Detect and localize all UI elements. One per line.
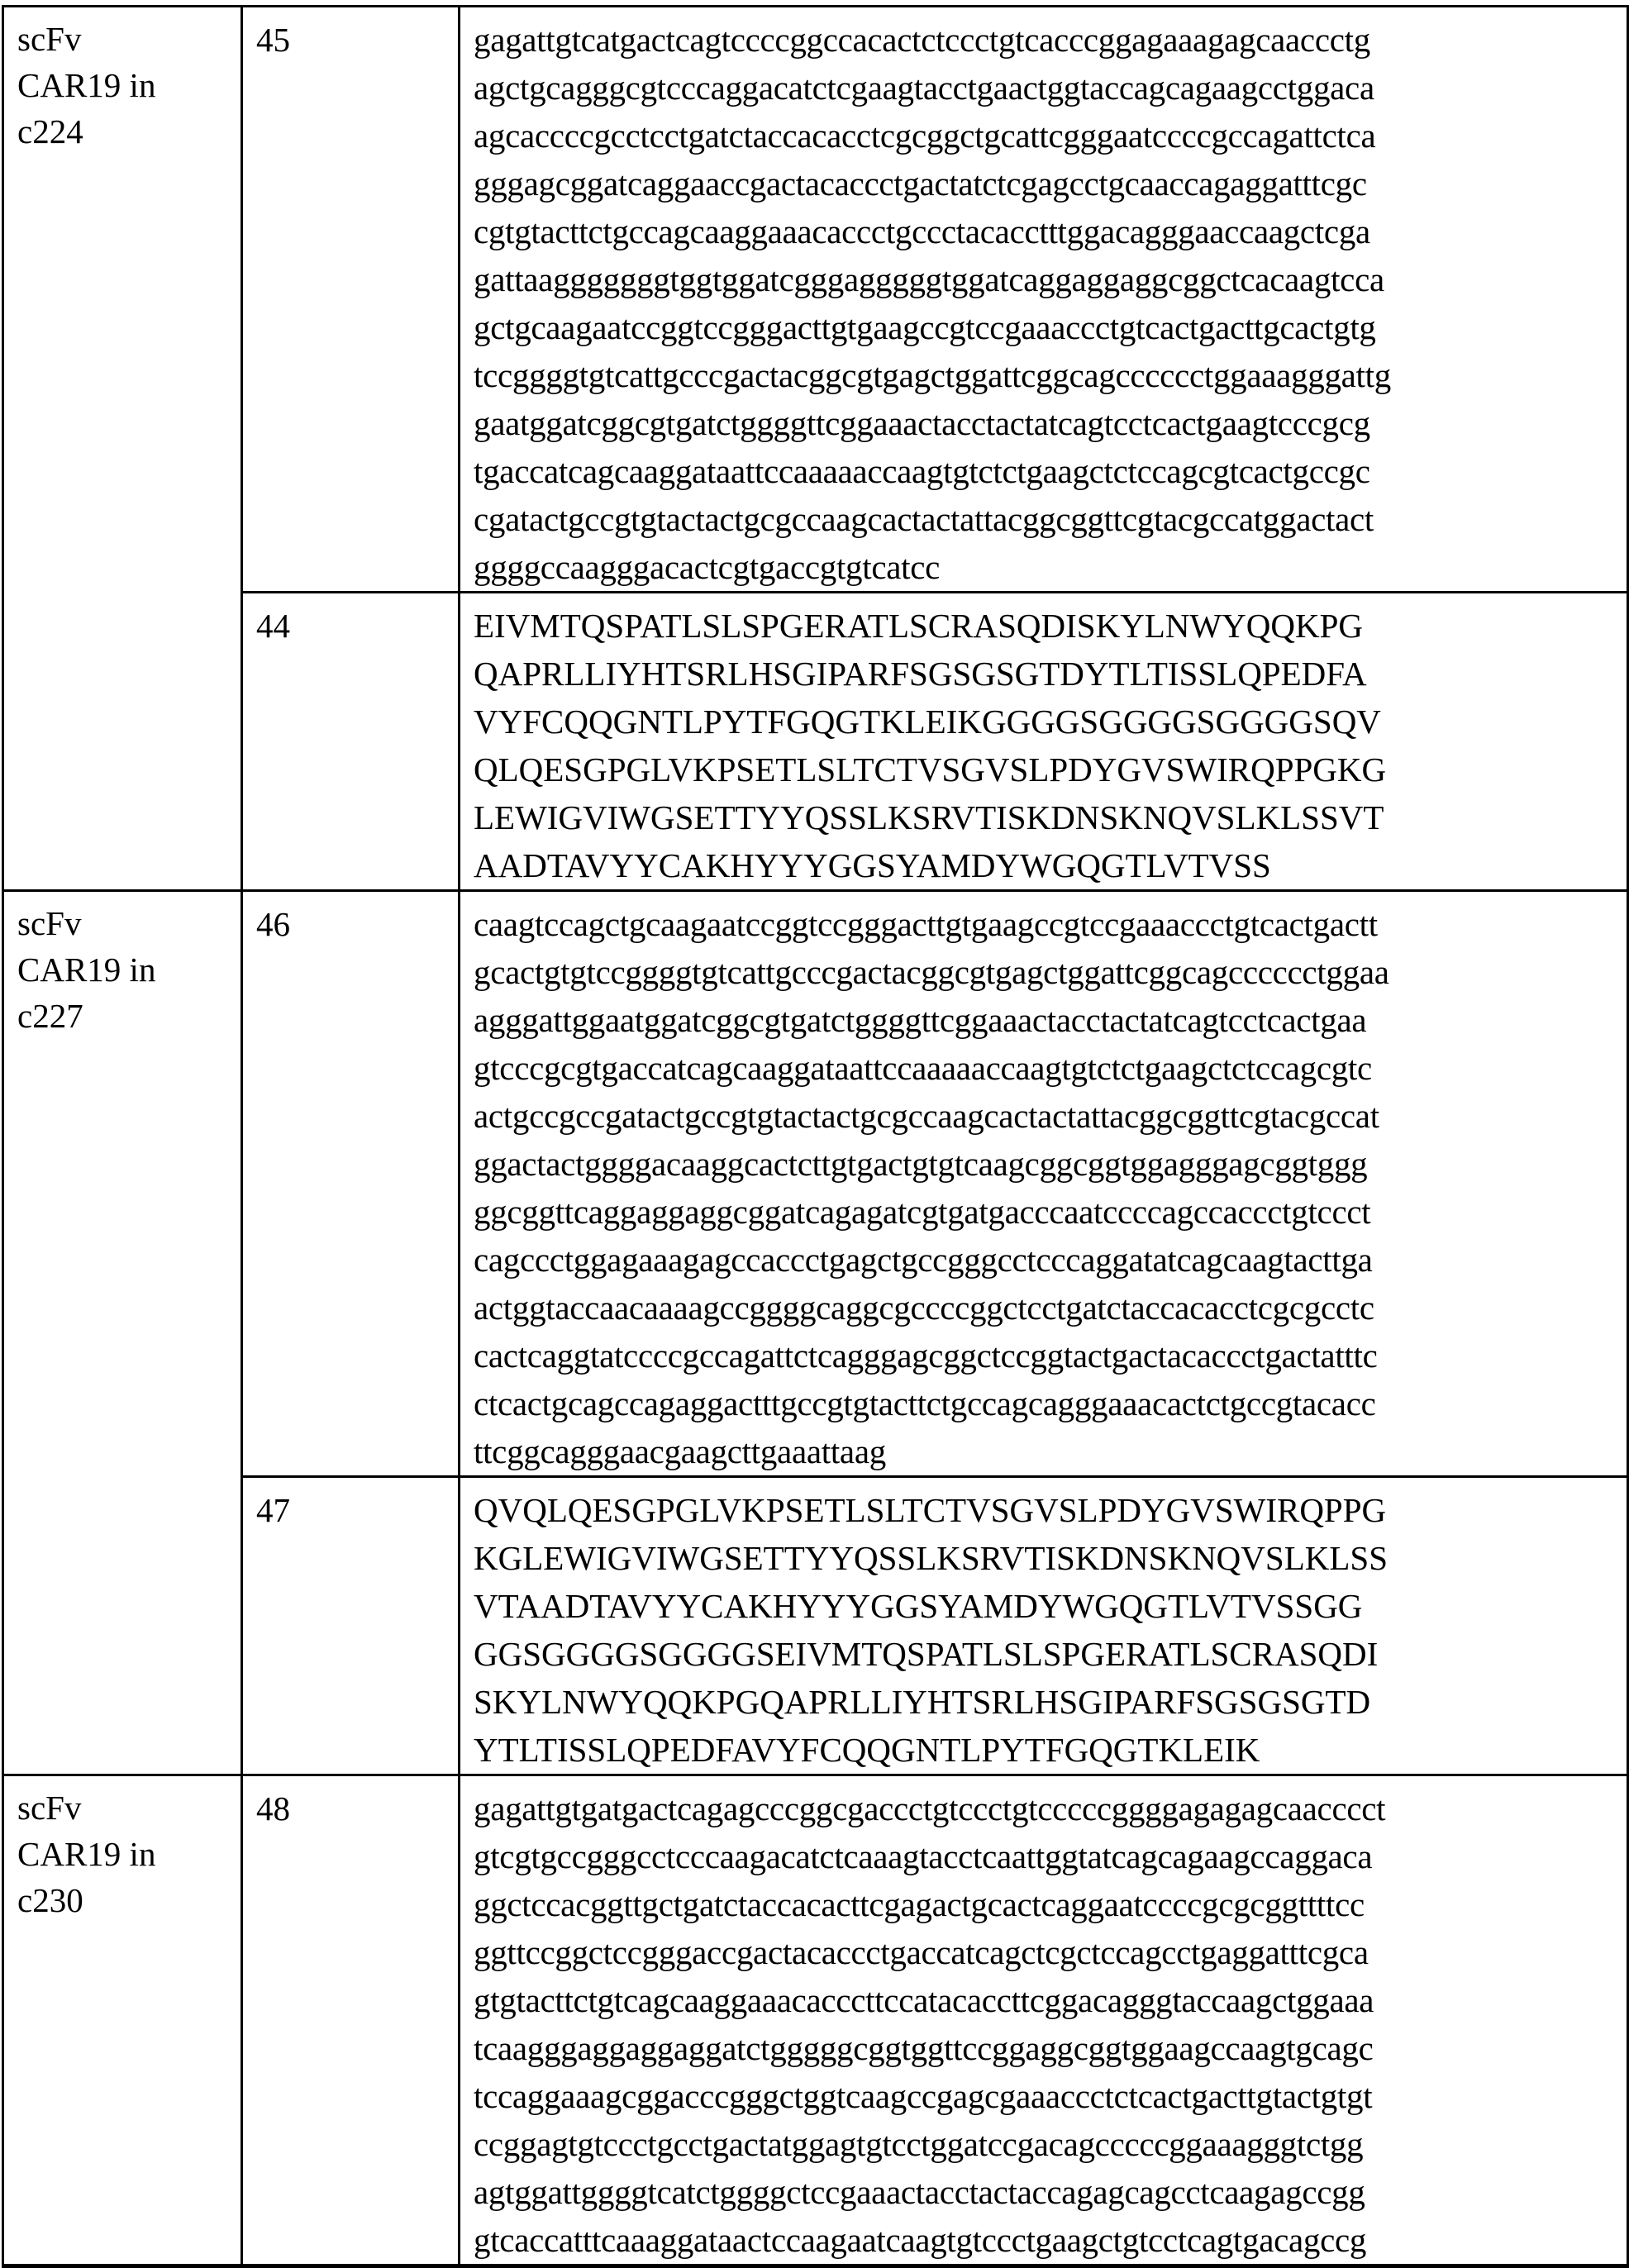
construct-label-line: c230: [17, 1877, 241, 1923]
sequence-line: agctgcagggcgtcccaggacatctcgaagtacctgaactggtaccagcagaagcctggaca: [474, 64, 1627, 112]
sequence-line: gctgcaagaatccggtccgggacttgtgaagccgtccgaaaccctgtcactgacttgcactgtg: [474, 303, 1627, 351]
sequence-line: gtcccgcgtgaccatcagcaaggataattccaaaaaccaagtgtctctgaagctctccagcgtc: [474, 1044, 1627, 1092]
nucleotide-sequence-cell: [460, 891, 1628, 1477]
sequence-line: ggggccaagggacactcgtgaccgtgtcatcc: [474, 543, 1627, 591]
construct-label-line: CAR19 in: [17, 62, 241, 108]
protein-sequence-cell: [460, 1477, 1628, 1775]
sequence-line: gtcgtgccgggcctcccaagacatctcaaagtacctcaattggtatcagcagaagccaggaca: [474, 1832, 1627, 1880]
seq-id: 48: [256, 1789, 290, 1827]
sequence-line: EIVMTQSPATLSLSPGERATLSCRASQDISKYLNWYQQKPG: [474, 602, 1627, 650]
nucleotide-sequence-cell: [460, 1775, 1628, 2266]
sequence-line: LEWIGVIWGSETTYYQSSLKSRVTISKDNSKNQVSLKLSSVT: [474, 793, 1627, 841]
construct-label-line: c224: [17, 108, 241, 155]
construct-label-line: CAR19 in: [17, 1831, 241, 1877]
sequence-line: gtcaccatttcaaaggataactccaagaatcaagtgtccctgaagctgtcctcagtgacagccg: [474, 2216, 1627, 2264]
seq-id-cell: [242, 891, 460, 1477]
sequence-line: tccaggaaagcggacccgggctggtcaagccgagcgaaaccctctcactgacttgtactgtgt: [474, 2072, 1627, 2120]
seq-id: 45: [256, 21, 290, 59]
sequence-line: caagtccagctgcaagaatccggtccgggacttgtgaagccgtccgaaaccctgtcactgactt: [474, 900, 1627, 948]
sequence-line: gaatggatcggcgtgatctggggttcggaaactacctactatcagtcctcactgaagtcccgcg: [474, 399, 1627, 447]
construct-label-line: CAR19 in: [17, 946, 241, 993]
sequence-line: tccggggtgtcattgcccgactacggcgtgagctggattcggcagcccccctggaaagggattg: [474, 351, 1627, 399]
sequence-line: YTLTISSLQPEDFAVYFCQQGNTLPYTFGQGTKLEIK: [474, 1726, 1627, 1774]
sequence-line: actgccgccgatactgccgtgtactactgcgccaagcactactattacggcggttcgtacgccat: [474, 1092, 1627, 1140]
sequence-line: QAPRLLIYHTSRLHSGIPARFSGSGSGTDYTLTISSLQPEDFA: [474, 650, 1627, 698]
sequence-line: QVQLQESGPGLVKPSETLSLTCTVSGVSLPDYGVSWIRQPPG: [474, 1486, 1627, 1534]
construct-label-line: c227: [17, 993, 241, 1039]
sequence-line: QLQESGPGLVKPSETLSLTCTVSGVSLPDYGVSWIRQPPGKG: [474, 746, 1627, 793]
table-row: [3, 1477, 1628, 1775]
sequence-line: VYFCQQGNTLPYTFGQGTKLEIKGGGGSGGGGSGGGGSQV: [474, 698, 1627, 746]
sequence-line: gcactgtgtccggggtgtcattgcccgactacggcgtgagctggattcggcagcccccctggaa: [474, 948, 1627, 996]
sequence-line: ggttccggctccgggaccgactacaccctgaccatcagctcgctccagcctgaggatttcgca: [474, 1928, 1627, 1976]
sequence-line: gattaagggggggtggtggatcgggagggggtggatcaggaggaggcggctcacaagtcca: [474, 255, 1627, 303]
sequence-line: agggattggaatggatcggcgtgatctggggttcggaaactacctactatcagtcctcactgaa: [474, 996, 1627, 1044]
sequence-line: actggtaccaacaaaagccggggcaggcgccccggctcctgatctaccacacctcgcgcctc: [474, 1284, 1627, 1332]
table-row: [3, 593, 1628, 891]
construct-label-cell: [3, 7, 242, 891]
construct-label-cell: [3, 1775, 242, 2266]
sequence-line: gtgtacttctgtcagcaaggaaacacccttccatacaccttcggacagggtaccaagctggaaa: [474, 1976, 1627, 2024]
table-row: [3, 1775, 1628, 2266]
sequence-line: ggctccacggttgctgatctaccacacttcgagactgcactcaggaatccccgcgcggttttcc: [474, 1880, 1627, 1928]
sequence-line: cagccctggagaaagagccaccctgagctgccgggcctcccaggatatcagcaagtacttga: [474, 1236, 1627, 1284]
seq-id-cell: [242, 1775, 460, 2266]
sequence-line: cgtgtacttctgccagcaaggaaacaccctgccctacacctttggacagggaaccaagctcga: [474, 207, 1627, 255]
sequence-line: tgaccatcagcaaggataattccaaaaaccaagtgtctctgaagctctccagcgtcactgccgc: [474, 447, 1627, 495]
seq-id: 44: [256, 607, 290, 645]
sequence-line: GGSGGGGSGGGGSEIVMTQSPATLSLSPGERATLSCRASQDI: [474, 1630, 1627, 1678]
sequence-line: ggactactggggacaaggcactcttgtgactgtgtcaagcggcggtggagggagcggtggg: [474, 1140, 1627, 1188]
construct-label-line: scFv: [17, 1784, 241, 1831]
sequence-line: gagattgtcatgactcagtccccggccacactctccctgtcacccggagaaagagcaaccctg: [474, 16, 1627, 64]
construct-label-line: scFv: [17, 900, 241, 946]
sequence-line: ggcggttcaggaggaggcggatcagagatcgtgatgacccaatccccagccaccctgtccct: [474, 1188, 1627, 1236]
seq-id: 46: [256, 905, 290, 943]
seq-id: 47: [256, 1491, 290, 1529]
protein-sequence-cell: [460, 593, 1628, 891]
sequence-line: ttcggcagggaacgaagcttgaaattaag: [474, 1427, 1627, 1475]
table-row: [3, 7, 1628, 593]
sequence-line: cgatactgccgtgtactactgcgccaagcactactattacggcggttcgtacgccatggactact: [474, 495, 1627, 543]
sequence-line: agcaccccgcctcctgatctaccacacctcgcggctgcattcgggaatccccgccagattctca: [474, 112, 1627, 160]
sequence-line: SKYLNWYQQKPGQAPRLLIYHTSRLHSGIPARFSGSGSGTD: [474, 1678, 1627, 1726]
sequence-line: tcaagggaggaggaggatctgggggcggtggttccggaggcggtggaagccaagtgcagc: [474, 2024, 1627, 2072]
seq-id-cell: [242, 593, 460, 891]
sequence-line: agtggattggggtcatctggggctccgaaactacctactaccagagcagcctcaagagccgg: [474, 2168, 1627, 2216]
sequence-line: cactcaggtatccccgccagattctcagggagcggctccggtactgactacaccctgactatttc: [474, 1332, 1627, 1379]
sequence-line: VTAADTAVYYCAKHYYYGGSYAMDYWGQGTLVTVSSGG: [474, 1582, 1627, 1630]
sequence-line: AADTAVYYCAKHYYYGGSYAMDYWGQGTLVTVSS: [474, 841, 1627, 889]
sequence-line: ctcactgcagccagaggactttgccgtgtacttctgccagcagggaaacactctgccgtacacc: [474, 1379, 1627, 1427]
seq-id-cell: [242, 1477, 460, 1775]
sequence-line: KGLEWIGVIWGSETTYYQSSLKSRVTISKDNSKNQVSLKLSS: [474, 1534, 1627, 1582]
sequence-table: [2, 5, 1629, 2268]
table-row: [3, 891, 1628, 1477]
construct-label-line: scFv: [17, 16, 241, 62]
construct-label-cell: [3, 891, 242, 1775]
sequence-line: ccggagtgtccctgcctgactatggagtgtcctggatccgacagcccccggaaagggtctgg: [474, 2120, 1627, 2168]
seq-id-cell: [242, 7, 460, 593]
sequence-line: gagattgtgatgactcagagcccggcgaccctgtccctgtcccccggggagagagcaacccct: [474, 1784, 1627, 1832]
sequence-line: gggagcggatcaggaaccgactacaccctgactatctcgagcctgcaaccagaggatttcgc: [474, 160, 1627, 207]
nucleotide-sequence-cell: [460, 7, 1628, 593]
